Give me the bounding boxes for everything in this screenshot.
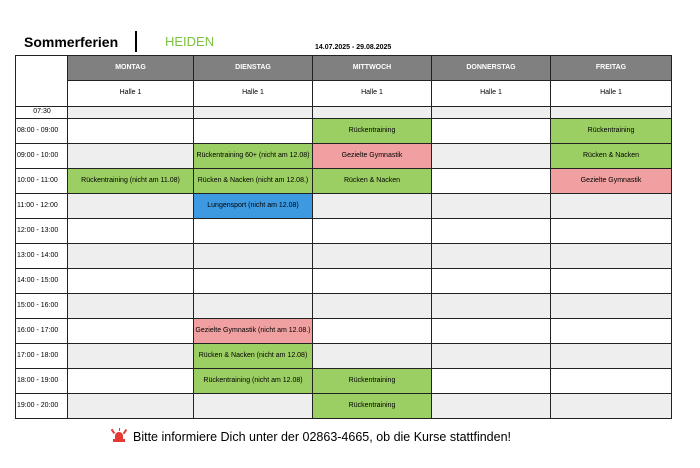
empty-cell (551, 244, 672, 269)
empty-cell (194, 219, 313, 244)
corner-cell (16, 56, 68, 81)
empty-cell (313, 269, 432, 294)
empty-cell (551, 369, 672, 394)
empty-cell (313, 219, 432, 244)
course-cell: Rücken & Nacken (nicht am 12.08.) (194, 169, 313, 194)
time-label: 19:00 - 20:00 (16, 394, 68, 419)
empty-cell (68, 294, 194, 319)
course-cell: Rückentraining (313, 369, 432, 394)
course-cell: Lungensport (nicht am 12.08) (194, 194, 313, 219)
time-row (16, 269, 672, 294)
time-row (16, 119, 672, 144)
empty-cell (194, 394, 313, 419)
hall-row (16, 81, 672, 107)
day-header-tuesday: DIENSTAG (194, 56, 313, 81)
location-label: HEIDEN (165, 34, 215, 49)
time-row (16, 194, 672, 219)
hall-label: Halle 1 (432, 81, 551, 107)
course-cell: Rückentraining (nicht am 11.08) (68, 169, 194, 194)
time-row (16, 294, 672, 319)
time-row (16, 244, 672, 269)
date-range: 14.07.2025 - 29.08.2025 (315, 44, 392, 51)
time-row (16, 344, 672, 369)
page-title: Sommerferien (24, 34, 119, 50)
empty-cell (551, 194, 672, 219)
empty-cell (68, 269, 194, 294)
day-header-wednesday: MITTWOCH (313, 56, 432, 81)
empty-cell (432, 294, 551, 319)
day-header-row (16, 56, 672, 81)
time-row (16, 144, 672, 169)
empty-cell (68, 194, 194, 219)
time-row (16, 219, 672, 244)
time-label: 17:00 - 18:00 (16, 344, 68, 369)
empty-cell (551, 344, 672, 369)
time-row (16, 169, 672, 194)
empty-cell (313, 294, 432, 319)
empty-cell (432, 244, 551, 269)
empty-cell (432, 344, 551, 369)
time-label: 11:00 - 12:00 (16, 194, 68, 219)
time-label: 10:00 - 11:00 (16, 169, 68, 194)
empty-cell (313, 319, 432, 344)
empty-cell (68, 319, 194, 344)
empty-cell (68, 144, 194, 169)
course-cell: Rücken & Nacken (551, 144, 672, 169)
empty-cell (432, 119, 551, 144)
course-cell: Gezielte Gymnastik (551, 169, 672, 194)
course-cell: Rückentraining (nicht am 12.08) (194, 369, 313, 394)
title-divider (135, 31, 137, 52)
empty-cell (313, 194, 432, 219)
empty-cell (194, 119, 313, 144)
empty-cell (194, 107, 313, 119)
notice-text: Bitte informiere Dich unter der 02863-4665, ob die Kurse stattfinden! (133, 430, 511, 444)
notice-line (112, 428, 511, 446)
empty-cell (551, 219, 672, 244)
time-row (16, 394, 672, 419)
empty-cell (432, 319, 551, 344)
empty-cell (68, 344, 194, 369)
empty-cell (68, 394, 194, 419)
empty-cell (313, 107, 432, 119)
course-cell: Rücken & Nacken (313, 169, 432, 194)
time-row-0730 (16, 107, 672, 119)
course-cell: Rückentraining (313, 119, 432, 144)
time-label: 15:00 - 16:00 (16, 294, 68, 319)
course-cell: Gezielte Gymnastik (nicht am 12.08.) (194, 319, 313, 344)
course-cell: Rückentraining (313, 394, 432, 419)
day-header-monday: MONTAG (68, 56, 194, 81)
empty-cell (432, 169, 551, 194)
empty-cell (194, 294, 313, 319)
empty-cell (432, 219, 551, 244)
empty-cell (432, 144, 551, 169)
time-label: 16:00 - 17:00 (16, 319, 68, 344)
empty-cell (313, 244, 432, 269)
time-label: 14:00 - 15:00 (16, 269, 68, 294)
empty-cell (68, 244, 194, 269)
empty-cell (313, 344, 432, 369)
time-row (16, 319, 672, 344)
hall-label: Halle 1 (551, 81, 672, 107)
time-label: 07:30 (16, 107, 68, 119)
hall-label: Halle 1 (194, 81, 313, 107)
course-cell: Rückentraining 60+ (nicht am 12.08) (194, 144, 313, 169)
time-label: 12:00 - 13:00 (16, 219, 68, 244)
time-label: 09:00 - 10:00 (16, 144, 68, 169)
empty-cell (432, 107, 551, 119)
empty-cell (194, 269, 313, 294)
empty-cell (194, 244, 313, 269)
course-cell: Rückentraining (551, 119, 672, 144)
empty-cell (432, 394, 551, 419)
empty-cell (432, 194, 551, 219)
corner-cell-hall (16, 81, 68, 107)
empty-cell (551, 107, 672, 119)
time-label: 18:00 - 19:00 (16, 369, 68, 394)
course-cell: Gezielte Gymnastik (313, 144, 432, 169)
empty-cell (551, 394, 672, 419)
empty-cell (432, 269, 551, 294)
course-cell: Rücken & Nacken (nicht am 12.08) (194, 344, 313, 369)
empty-cell (551, 294, 672, 319)
empty-cell (68, 107, 194, 119)
empty-cell (432, 369, 551, 394)
hall-label: Halle 1 (313, 81, 432, 107)
empty-cell (551, 319, 672, 344)
empty-cell (68, 219, 194, 244)
hall-label: Halle 1 (68, 81, 194, 107)
empty-cell (68, 119, 194, 144)
alarm-light-icon (112, 428, 126, 446)
schedule-table (15, 55, 672, 419)
day-header-thursday: DONNERSTAG (432, 56, 551, 81)
time-row (16, 369, 672, 394)
day-header-friday: FREITAG (551, 56, 672, 81)
time-label: 13:00 - 14:00 (16, 244, 68, 269)
empty-cell (551, 269, 672, 294)
empty-cell (68, 369, 194, 394)
time-label: 08:00 - 09:00 (16, 119, 68, 144)
